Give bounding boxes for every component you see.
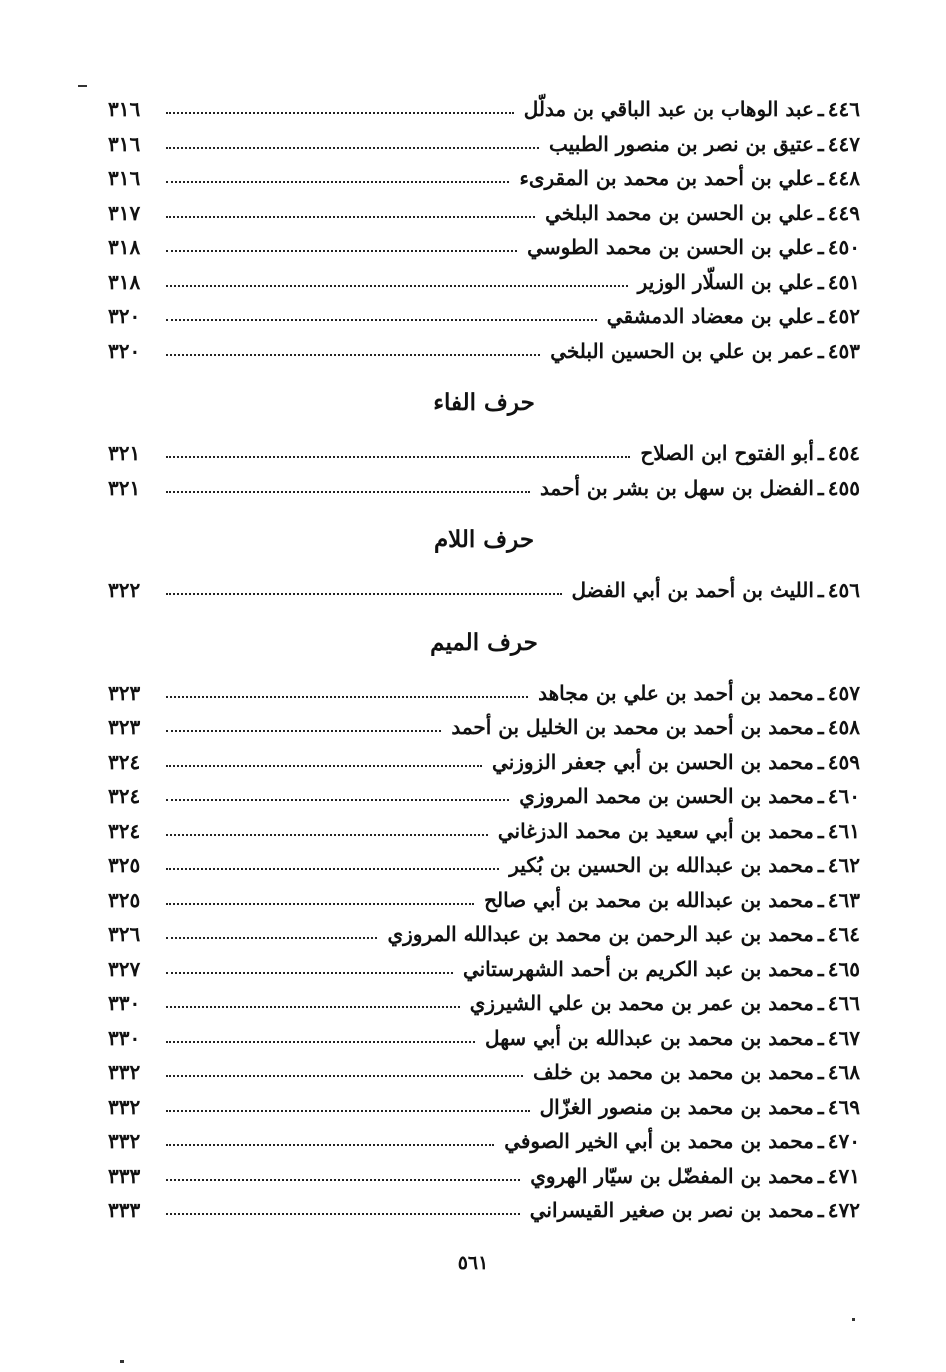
scan-mark: [120, 1360, 124, 1363]
scan-mark: [852, 1318, 855, 1321]
entry-list: [108, 92, 860, 368]
toc-entry: [108, 1055, 860, 1090]
toc-entry: [108, 883, 860, 918]
entry-name: محمد بن عمر بن محمد بن علي الشيرزي: [469, 991, 814, 1016]
entry-number: ٤٦٦: [827, 991, 860, 1016]
entry-separator: ـ: [817, 97, 824, 122]
entry-number: ٤٦٨: [827, 1060, 860, 1085]
entry-number: ٤٧١: [827, 1163, 860, 1188]
dot-leader: [166, 1041, 475, 1043]
entry-name: محمد بن المفضّل بن سيّار الهروي: [530, 1163, 814, 1188]
dot-leader: [166, 593, 562, 595]
entry-separator: ـ: [817, 304, 824, 329]
entry-number: ٤٥٥: [827, 475, 860, 500]
entry-separator: ـ: [817, 235, 824, 260]
entry-page: ٣١٦: [108, 97, 141, 122]
dot-leader: [166, 319, 597, 321]
entry-name: عمر بن علي بن الحسين البلخي: [550, 338, 814, 363]
toc-section-lam: [108, 511, 860, 608]
entry-page: ٣١٧: [108, 200, 141, 225]
entry-page: ٣٣٢: [108, 1129, 141, 1154]
toc-entry: [108, 1124, 860, 1159]
entry-page: ٣٢١: [108, 441, 141, 466]
entry-page: ٣٣٣: [108, 1198, 141, 1223]
entry-number: ٤٦٢: [827, 853, 860, 878]
entry-number: ٤٥١: [827, 269, 860, 294]
entry-number: ٤٥٠: [827, 235, 860, 260]
entry-page: ٣٢٠: [108, 304, 141, 329]
toc-entry: [108, 299, 860, 334]
toc-entry: [108, 848, 860, 883]
entry-name: علي بن الحسن بن محمد البلخي: [545, 200, 814, 225]
entry-name: محمد بن عبدالله بن محمد بن أبي صالح: [484, 887, 814, 912]
entry-page: ٣٢٤: [108, 749, 141, 774]
entry-number: ٤٤٦: [827, 97, 860, 122]
toc-entry: [108, 779, 860, 814]
dot-leader: [166, 250, 517, 252]
toc-entry: [108, 471, 860, 506]
entry-name: محمد بن محمد بن محمد بن خلف: [533, 1060, 814, 1085]
dot-leader: [166, 491, 530, 493]
entry-number: ٤٤٩: [827, 200, 860, 225]
entry-page: ٣١٨: [108, 269, 141, 294]
entry-number: ٤٧٢: [827, 1198, 860, 1223]
entry-page: ٣٣٠: [108, 991, 141, 1016]
dot-leader: [166, 868, 499, 870]
dot-leader: [166, 456, 630, 458]
toc-entry: [108, 230, 860, 265]
entry-separator: ـ: [817, 1094, 824, 1119]
entry-name: محمد بن محمد بن عبدالله بن أبي سهل: [485, 1025, 814, 1050]
dot-leader: [166, 1179, 520, 1181]
entry-number: ٤٥٧: [827, 680, 860, 705]
entry-separator: ـ: [817, 441, 824, 466]
entry-name: عتيق بن نصر بن منصور الطبيب: [549, 131, 814, 156]
entry-number: ٤٥٣: [827, 338, 860, 363]
entry-separator: ـ: [817, 1198, 824, 1223]
entry-separator: ـ: [817, 200, 824, 225]
toc-entry: [108, 986, 860, 1021]
toc-entry: [108, 196, 860, 231]
toc-entry: [108, 710, 860, 745]
toc-entry: [108, 127, 860, 162]
entry-number: ٤٦٠: [827, 784, 860, 809]
dot-leader: [166, 1075, 523, 1077]
entry-page: ٣٢٤: [108, 784, 141, 809]
entry-name: علي بن أحمد بن محمد بن المقرىء: [519, 166, 814, 191]
toc-entry: [108, 265, 860, 300]
entry-number: ٤٦٤: [827, 922, 860, 947]
entry-page: ٣٣٠: [108, 1025, 141, 1050]
dot-leader: [166, 765, 482, 767]
entry-number: ٤٦٣: [827, 887, 860, 912]
entry-name: محمد بن محمد بن منصور الغزّال: [539, 1094, 814, 1119]
entry-page: ٣٣٢: [108, 1094, 141, 1119]
entry-name: محمد بن محمد بن أبي الخير الصوفي: [504, 1129, 814, 1154]
dot-leader: [166, 799, 509, 801]
entry-page: ٣٢١: [108, 475, 141, 500]
dot-leader: [166, 1110, 530, 1112]
toc-entry: [108, 1021, 860, 1056]
entry-name: محمد بن الحسن بن أبي جعفر الزوزني: [492, 749, 814, 774]
toc-entry: [108, 745, 860, 780]
toc-entry: [108, 1090, 860, 1125]
toc-entry: [108, 1159, 860, 1194]
entry-page: ٣٢٥: [108, 853, 141, 878]
entry-number: ٤٥٤: [827, 441, 860, 466]
entry-page: ٣٢٠: [108, 338, 141, 363]
dot-leader: [166, 834, 488, 836]
entry-separator: ـ: [817, 1060, 824, 1085]
section-heading: حرف الفاء: [433, 389, 535, 416]
entry-page: ٣٢٧: [108, 956, 141, 981]
section-heading: حرف اللام: [433, 526, 535, 553]
dot-leader: [166, 937, 377, 939]
toc-entry: [108, 161, 860, 196]
entry-name: محمد بن الحسن بن محمد المروزي: [519, 784, 814, 809]
entry-number: ٤٥٨: [827, 715, 860, 740]
entry-page: ٣٢٣: [108, 680, 141, 705]
entry-name: محمد بن أبي سعيد بن محمد الدزغاني: [497, 818, 814, 843]
dot-leader: [166, 147, 539, 149]
dot-leader: [166, 216, 535, 218]
entry-number: ٤٦٥: [827, 956, 860, 981]
toc-entry: [108, 573, 860, 608]
entry-name: الليث بن أحمد بن أبي الفضل: [571, 578, 814, 603]
entry-name: محمد بن نصر بن صغير القيسراني: [529, 1198, 814, 1223]
entry-list: [108, 573, 860, 608]
dot-leader: [166, 181, 509, 183]
toc-entry: [108, 1193, 860, 1228]
entry-name: الفضل بن سهل بن بشر بن أحمد: [539, 475, 814, 500]
section-heading: حرف الميم: [430, 628, 538, 656]
table-of-contents: [108, 92, 860, 1228]
entry-name: علي بن السلّار الوزير: [637, 269, 814, 294]
entry-separator: ـ: [817, 991, 824, 1016]
entry-separator: ـ: [817, 1163, 824, 1188]
entry-page: ٣٢٦: [108, 922, 141, 947]
dot-leader: [166, 903, 474, 905]
entry-separator: ـ: [817, 887, 824, 912]
entry-separator: ـ: [817, 578, 824, 603]
page-number: ٥٦١: [457, 1252, 489, 1274]
toc-section-fa: [108, 374, 860, 505]
entry-list: [108, 436, 860, 505]
entry-number: ٤٤٧: [827, 131, 860, 156]
dot-leader: [166, 112, 514, 114]
toc-entry: [108, 334, 860, 369]
entry-name: عبد الوهاب بن عبد الباقي بن مدلّل: [523, 97, 814, 122]
entry-separator: ـ: [817, 131, 824, 156]
entry-page: ٣٢٢: [108, 578, 141, 603]
entry-separator: ـ: [817, 1025, 824, 1050]
entry-page: ٣٣٣: [108, 1163, 141, 1188]
toc-entry: [108, 436, 860, 471]
dot-leader: [166, 354, 540, 356]
dot-leader: [166, 285, 628, 287]
entry-name: محمد بن أحمد بن محمد بن الخليل بن أحمد: [451, 715, 814, 740]
entry-separator: ـ: [817, 1129, 824, 1154]
entry-name: علي بن معضاد الدمشقي: [606, 304, 814, 329]
entry-separator: ـ: [817, 680, 824, 705]
toc-section-mim: [108, 614, 860, 1228]
entry-number: ٤٤٨: [827, 166, 860, 191]
toc-entry: [108, 917, 860, 952]
dot-leader: [166, 730, 441, 732]
toc-section-continued: [108, 92, 860, 368]
entry-page: ٣٣٢: [108, 1060, 141, 1085]
entry-page: ٣٢٤: [108, 818, 141, 843]
entry-separator: ـ: [817, 269, 824, 294]
entry-number: ٤٥٩: [827, 749, 860, 774]
entry-page: ٣٢٣: [108, 715, 141, 740]
entry-name: محمد بن عبد الكريم بن أحمد الشهرستاني: [462, 956, 814, 981]
entry-separator: ـ: [817, 853, 824, 878]
entry-name: محمد بن عبد الرحمن بن محمد بن عبدالله المروزي: [387, 922, 814, 947]
entry-page: ٣٢٥: [108, 887, 141, 912]
entry-separator: ـ: [817, 475, 824, 500]
dot-leader: [166, 1006, 460, 1008]
entry-separator: ـ: [817, 166, 824, 191]
entry-page: ٣١٦: [108, 131, 141, 156]
dot-leader: [166, 1144, 494, 1146]
dot-leader: [166, 972, 453, 974]
entry-number: ٤٥٢: [827, 304, 860, 329]
entry-page: ٣١٨: [108, 235, 141, 260]
entry-name: محمد بن أحمد بن علي بن مجاهد: [538, 680, 814, 705]
entry-separator: ـ: [817, 784, 824, 809]
entry-number: ٤٥٦: [827, 578, 860, 603]
dot-leader: [166, 1213, 520, 1215]
entry-name: أبو الفتوح ابن الصلاح: [640, 441, 814, 466]
entry-separator: ـ: [817, 338, 824, 363]
entry-separator: ـ: [817, 922, 824, 947]
entry-page: ٣١٦: [108, 166, 141, 191]
entry-number: ٤٧٠: [827, 1129, 860, 1154]
dot-leader: [166, 696, 528, 698]
entry-separator: ـ: [817, 956, 824, 981]
toc-entry: [108, 92, 860, 127]
entry-number: ٤٦٩: [827, 1094, 860, 1119]
entry-separator: ـ: [817, 749, 824, 774]
entry-name: علي بن الحسن بن محمد الطوسي: [527, 235, 814, 260]
entry-name: محمد بن عبدالله بن الحسين بن بُكير: [509, 853, 814, 878]
entry-list: [108, 676, 860, 1228]
entry-separator: ـ: [817, 818, 824, 843]
scan-mark: [78, 85, 87, 87]
entry-number: ٤٦١: [827, 818, 860, 843]
toc-entry: [108, 952, 860, 987]
toc-entry: [108, 814, 860, 849]
entry-number: ٤٦٧: [827, 1025, 860, 1050]
toc-entry: [108, 676, 860, 711]
entry-separator: ـ: [817, 715, 824, 740]
